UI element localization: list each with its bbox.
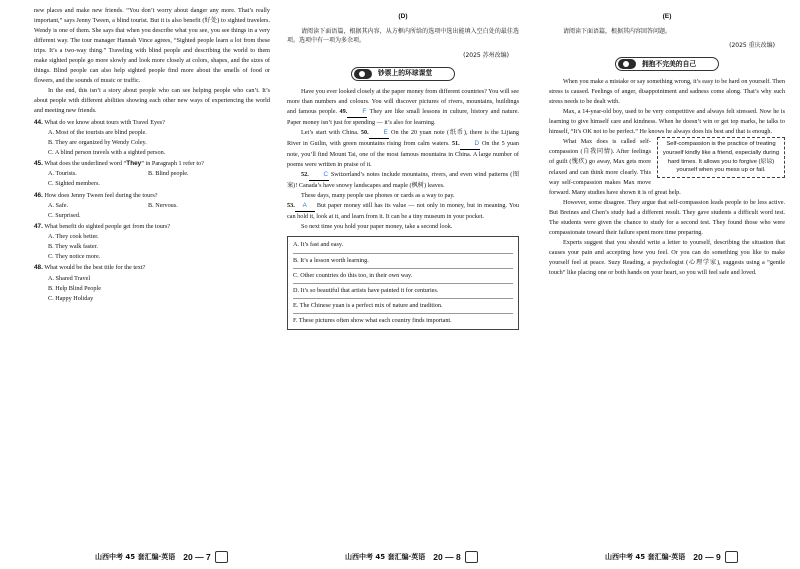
question-45: [34, 159, 270, 169]
option-b[interactable]: B. They walk faster.: [48, 243, 98, 251]
question-number: 48.: [34, 264, 43, 272]
choice-a[interactable]: A. It’s fast and easy.: [293, 238, 513, 253]
logo-icon: [215, 551, 228, 563]
option-b[interactable]: B. They are organized by Wendy Coley.: [48, 138, 147, 146]
title-pill: [615, 57, 719, 71]
option-c[interactable]: C. Surprised.: [48, 211, 81, 219]
column-reading-d: [287, 6, 519, 330]
passage-paragraph: So next time you hold your paper money, take a second look.: [301, 223, 453, 231]
question-text: What do we know about tours with Travel Eyes?: [44, 118, 165, 126]
passage-paragraph: Max, a 14-year-old boy, used to be very competitive and always felt stressed. Now he is learning to give himself care and kindness. When he doesn’t win or get top marks, he talks to himself, “It’s OK not to be perfect.” He knows he always does his best and that is enough.: [549, 108, 785, 136]
question-number: 45.: [34, 160, 43, 168]
footer-label: 山西中考 45 套汇编·英语: [95, 553, 176, 561]
choice-d[interactable]: D. It’s so beautiful that artists have painted it for centuries.: [293, 284, 513, 299]
passage-paragraph: Let’s start with China. 50. E On the 20 yuan note (纸币), there is the Lijiang River in Guilin, with green mountains rising from calm waters. 51. D On the 5 yuan note, you’ll find Mount Tai, one of the most famous mountains in China. A large number of poems were written in praise of it.: [287, 129, 519, 169]
option-a[interactable]: A. Most of the tourists are blind people.: [48, 128, 147, 136]
option-a[interactable]: A. They cook better.: [48, 233, 99, 241]
page-footer: [605, 551, 738, 563]
logo-icon: [725, 551, 738, 563]
passage-paragraph: Have you ever looked closely at the paper money from different countries? You will see more than numbers and colours. You will discover pictures of rivers, mountains, buildings and famous people. 49. F They are like small lessons in culture, history and nature. Paper money isn’t just for spending — it’s also for learning.: [287, 87, 519, 126]
underlined-word: They: [126, 160, 142, 168]
title-pill: [351, 67, 455, 81]
logo-icon: [465, 551, 478, 563]
title-text: 钞票上的环球课堂: [377, 69, 433, 78]
footer-label: 山西中考 45 套汇编·英语: [345, 553, 426, 561]
column-reading-c: [34, 6, 270, 304]
option-row: [48, 201, 270, 211]
question-number: 44.: [34, 118, 43, 126]
option-b[interactable]: B. Help Blind People: [48, 284, 101, 292]
instructions: 请阅读下面语篇，根据其内容，从方框内所给的选项中选出能填入空白处的最佳选项。选项中有一项为多余项。: [287, 27, 519, 45]
page-footer: [345, 551, 478, 563]
footer-label: 山西中考 45 套汇编·英语: [605, 553, 686, 561]
blank-number: 51.: [451, 140, 460, 148]
passage-paragraph: When you make a mistake or say something wrong, it’s easy to be hard on yourself. Then stress is caused. Feelings of anger, disappointment and sadness come along. That’s why such stress needs to be dealt with.: [549, 78, 785, 106]
option-b[interactable]: B. Nervous.: [148, 201, 178, 209]
question-46: [34, 191, 270, 201]
option-a[interactable]: A. Tourists.: [48, 170, 77, 178]
answer-blank-49[interactable]: F: [347, 107, 367, 118]
book-icon: [354, 69, 372, 79]
question-text: What does the underlined word “: [44, 160, 127, 168]
option-c[interactable]: C. They notice more.: [48, 253, 101, 261]
choice-f[interactable]: F. These pictures often show what each country finds important.: [293, 316, 452, 324]
answer-blank-50[interactable]: E: [369, 128, 389, 139]
passage-paragraph: In the end, this isn’t a story about people who can see helping people who can’t. It’s about people with different abilities showing each other new ways of experiencing the world and meeting new friends.: [34, 87, 270, 115]
passage-paragraph: 53. A But paper money still has its value — not only in money, but in meaning. You can hold it, look at it, and learn from it. It can be a tiny museum in your pocket.: [287, 202, 519, 221]
answer-blank-51[interactable]: D: [460, 139, 480, 150]
passage-paragraph: 52. C Switzerland’s notes include mountains, rivers, and even wind patterns (图案)! Canada’s have snowy landscapes and maple (枫树) leaves.: [287, 171, 520, 190]
answer-blank-52[interactable]: C: [309, 170, 329, 181]
passage-paragraph: What Max does is called self-compassion (自我同情). After feelings of guilt (愧疚) go away, Max gets more relaxed and can think more clearly. This way self-compassion makes Max move forward. Many studies have shown it is of great help.: [549, 138, 681, 196]
question-48: [34, 263, 270, 273]
passage-paragraph: new places and make new friends. “You don’t worry about danger any more. That’s really important,” says Jenny Tween, a blind tourist. But it is also benefit (好处) to sighted travelers. Wendy is one of them. She says that when you describe what you see, you see things in a very different way. The tour manager Hannah Vince agrees, “Sighted people learn a lot from these trips. It’s a two-way thing.” Traveling with blind people and describing the world to them make sighted people go more slowly and look more closely at colors, shapes, and the sizes of things. Blind people can also help sighted people find more about the smells of food or flowers, and the sounds of music or traffic.: [34, 7, 270, 85]
source-note: (2025 苏州改编): [463, 52, 509, 60]
question-number: 46.: [34, 191, 43, 199]
page-number: 20 — 8: [433, 552, 461, 562]
choices-box: [287, 236, 519, 329]
passage-paragraph: These days, many people use phones or cards as a way to pay.: [301, 192, 455, 200]
option-c[interactable]: C. A blind person travels with a sighted person.: [48, 148, 166, 156]
question-text: What benefit do sighted people get from the tours?: [44, 222, 171, 230]
title-text: 拥抱不完美的自己: [641, 59, 697, 68]
blank-number: 53.: [287, 202, 295, 210]
definition-note-box: Self-compassion is the practice of treating yourself kindly like a friend, especially during hard times. It allows you to forgive (原谅) yourself when you mess up or fail.: [657, 137, 785, 177]
page-number: 20 — 7: [183, 552, 211, 562]
option-a[interactable]: A. Safe.: [48, 201, 69, 209]
question-44: [34, 118, 270, 128]
source-note: (2025 重庆改编): [729, 42, 775, 50]
question-number: 47.: [34, 222, 43, 230]
choice-e[interactable]: E. The Chinese yuan is a perfect mix of nature and tradition.: [293, 299, 513, 314]
option-row: [48, 169, 270, 179]
page-footer: [95, 551, 228, 563]
option-a[interactable]: A. Shared Travel: [48, 274, 91, 282]
section-label: (D): [398, 13, 408, 20]
page-number: 20 — 9: [693, 552, 721, 562]
blank-number: 52.: [301, 171, 309, 179]
answer-blank-53[interactable]: A: [295, 201, 315, 212]
passage-paragraph: Experts suggest that you should write a letter to yourself, describing the situation that causes your pain and accepting how you feel. Or you can do something you like to make yourself feel at peace. Suzy Reading, a psychologist (心理学家), suggests using a “gentle touch” like placing one or both hands on your heart, so you will feel safe and loved.: [549, 238, 785, 276]
passage-paragraph: However, some disagree. They argue that self-compassion leads people to be less active. But Breines and Chen’s study had a different result. They gave students a difficult word test. The students were given the chance to study for a second test. They found those who were compassionate toward their failure spent more time preparing.: [549, 198, 785, 236]
question-text: What would be the best title for the text?: [44, 264, 146, 272]
choice-b[interactable]: B. It’s a lesson worth learning.: [293, 254, 513, 269]
choice-c[interactable]: C. Other countries do this too, in their own way.: [293, 269, 513, 284]
book-icon: [618, 59, 636, 69]
instructions: 请阅读下面语篇，根据其内容回答问题。: [563, 27, 672, 35]
option-c[interactable]: C. Sighted members.: [48, 180, 100, 188]
blank-number: 50.: [360, 129, 369, 137]
passage-title: [549, 57, 785, 71]
question-47: [34, 222, 270, 232]
option-b[interactable]: B. Blind people.: [148, 170, 189, 178]
blank-number: 49.: [339, 107, 348, 115]
column-reading-e: [549, 6, 785, 278]
question-text: How does Jenny Tween feel during the tours?: [44, 191, 158, 199]
section-label: (E): [662, 13, 672, 20]
question-text: ” in Paragraph 1 refer to?: [141, 160, 204, 168]
option-c[interactable]: C. Happy Holiday: [48, 294, 94, 302]
passage-title: [287, 67, 519, 81]
